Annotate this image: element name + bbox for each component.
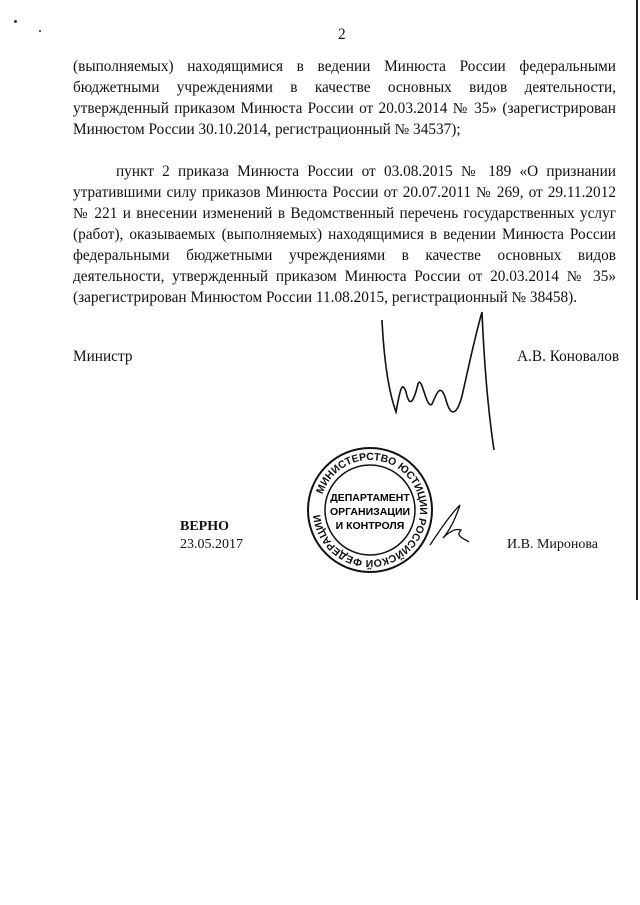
scan-edge-line [636, 0, 638, 600]
signatory-title: Министр [73, 348, 133, 365]
certification-label: ВЕРНО [180, 519, 230, 534]
paragraph-line: № 221 и внесении изменений в Ведомственный перечень государственных услуг [73, 205, 616, 222]
paragraph-line: утратившими силу приказов Минюста России от 20.07.2011 № 269, от 29.11.2012 [73, 184, 616, 201]
scan-speck [14, 20, 17, 23]
paragraph-line: Минюстом России 30.10.2014, регистрационный № 34537); [73, 121, 461, 138]
scan-speck [39, 30, 41, 32]
page-number: 2 [338, 26, 346, 43]
paragraph-line: бюджетными учреждениями в качестве основных видов деятельности, [73, 79, 616, 96]
certifier-signature [425, 500, 475, 550]
paragraph-line: (зарегистрирован Минюстом России 11.08.2015, регистрационный № 38458). [73, 289, 578, 306]
svg-text:МИНИСТЕРСТВО ЮСТИЦИИ РОССИЙСКО: МИНИСТЕРСТВО ЮСТИЦИИ РОССИЙСКОЙ ФЕДЕРАЦИИ [311, 450, 430, 570]
paragraph-line: (выполняемых) находящимися в ведении Минюста России федеральными [73, 58, 616, 75]
svg-text:ДЕПАРТАМЕНТ: ДЕПАРТАМЕНТ [330, 492, 410, 504]
certifier-name: И.В. Миронова [507, 537, 599, 552]
certification-date: 23.05.2017 [180, 537, 243, 552]
svg-text:И КОНТРОЛЯ: И КОНТРОЛЯ [335, 520, 405, 532]
paragraph-line: пункт 2 приказа Минюста России от 03.08.2015 № 189 «О признании [116, 163, 616, 180]
paragraph-line: федеральными бюджетными учреждениями в качестве основных видов [73, 247, 616, 264]
svg-text:ОРГАНИЗАЦИИ: ОРГАНИЗАЦИИ [329, 506, 411, 518]
paragraph-line: (работ), оказываемых (выполняемых) находящимися в ведении Минюста России [73, 226, 616, 243]
paragraph-line: деятельности, утвержденный приказом Минюста России от 20.03.2014 № 35» [73, 268, 616, 285]
paragraph-line: утвержденный приказом Минюста России от 20.03.2014 № 35» (зарегистрирован [73, 100, 616, 117]
signatory-name: А.В. Коновалов [517, 348, 620, 365]
